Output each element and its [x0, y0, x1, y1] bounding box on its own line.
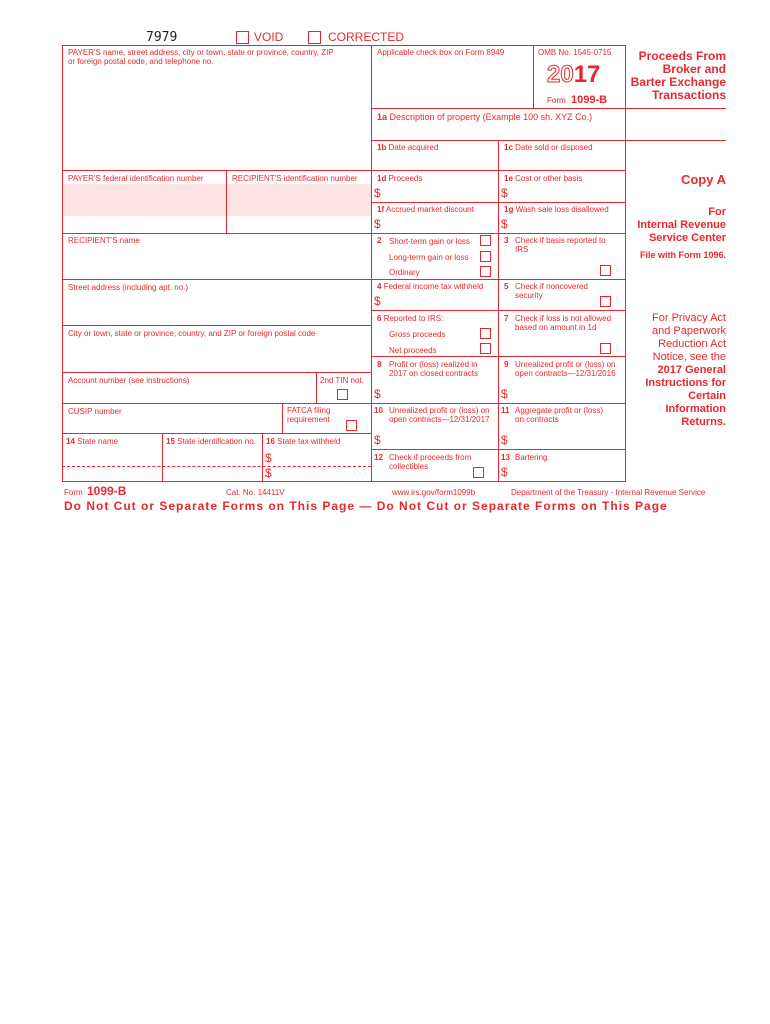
box2-num: 2 — [377, 236, 382, 245]
box3-label: Check if basis reported to IRS — [515, 236, 606, 254]
form-title: Proceeds From Broker and Barter Exchange Transactions — [630, 49, 726, 102]
box11-num: 11 — [501, 406, 510, 415]
box2-long-checkbox[interactable] — [480, 251, 491, 262]
footer-cat-number: Cat. No. 14411V — [226, 488, 285, 497]
box1d-label: 1d Proceeds — [377, 174, 423, 183]
second-tin-label: 2nd TIN not. — [320, 376, 364, 385]
box5-num: 5 — [504, 282, 509, 291]
corrected-label: CORRECTED — [328, 30, 405, 44]
box5-checkbox[interactable] — [600, 296, 611, 307]
street-address-label: Street address (including apt. no.) — [68, 283, 189, 292]
form-code: 7979 — [146, 30, 178, 45]
box13-dollar: $ — [501, 465, 508, 479]
box5-label: Check if noncovered security — [515, 282, 588, 300]
box12-checkbox[interactable] — [473, 467, 484, 478]
form-id-name: 1099-B — [571, 94, 608, 106]
box1d-dollar: $ — [374, 186, 381, 200]
void-checkbox[interactable] — [236, 31, 249, 44]
box8-label: Profit or (loss) realized in 2017 on closed contracts — [389, 360, 478, 378]
box1c-label: 1c Date sold or disposed — [504, 143, 593, 152]
void-label: VOID — [254, 30, 284, 44]
footer-department: Department of the Treasury - Internal Revenue Service — [511, 488, 706, 497]
cusip-label: CUSIP number — [68, 407, 122, 416]
box8-dollar: $ — [374, 387, 381, 401]
box7-checkbox[interactable] — [600, 343, 611, 354]
box6-label: 6 Reported to IRS: — [377, 314, 444, 323]
box1b-label: 1b Date acquired — [377, 143, 439, 152]
footer-warning: Do Not Cut or Separate Forms on This Page — Do Not Cut or Separate Forms on This Page — [64, 499, 668, 513]
box3-checkbox[interactable] — [600, 265, 611, 276]
box7-num: 7 — [504, 314, 509, 323]
footer-form-prefix: Form — [64, 488, 83, 497]
general-instructions-label: 2017 General Instructions for Certain Information Returns. — [645, 364, 726, 428]
box1e-label: 1e Cost or other basis — [504, 174, 583, 183]
box8-num: 8 — [377, 360, 382, 369]
box16-dollar-1: $ — [265, 451, 272, 465]
box11-dollar: $ — [501, 433, 508, 447]
fatca-label: FATCA filing requirement — [287, 406, 331, 424]
box1g-dollar: $ — [501, 217, 508, 231]
fatca-checkbox[interactable] — [346, 420, 357, 431]
recipient-name-label: RECIPIENT'S name — [68, 236, 140, 245]
omb-number: OMB No. 1545-0715 — [538, 48, 612, 57]
box2-ordinary-label: Ordinary — [389, 268, 420, 277]
box16-label: 16 State tax withheld — [266, 437, 341, 446]
footer-url: www.irs.gov/form1099b — [392, 488, 476, 497]
box9-dollar: $ — [501, 387, 508, 401]
footer-form-name: 1099-B — [87, 484, 127, 498]
box6-gross-label: Gross proceeds — [389, 330, 446, 339]
recipient-id-label: RECIPIENT'S identification number — [232, 174, 358, 183]
box12-label: Check if proceeds from collectibles — [389, 453, 472, 471]
box1g-label: 1g Wash sale loss disallowed — [504, 205, 609, 214]
box6-net-label: Net proceeds — [389, 346, 437, 355]
box2-ordinary-checkbox[interactable] — [480, 266, 491, 277]
box10-num: 10 — [374, 406, 383, 415]
box11-label: Aggregate profit or (loss) on contracts — [515, 406, 604, 424]
box4-dollar: $ — [374, 294, 381, 308]
box12-num: 12 — [374, 453, 383, 462]
box6-net-checkbox[interactable] — [480, 343, 491, 354]
box13-num: 13 — [501, 453, 510, 462]
account-number-label: Account number (see instructions) — [68, 376, 190, 385]
box14-label: 14 State name — [66, 437, 119, 446]
file-with-label: File with Form 1096. — [639, 250, 726, 260]
box6-gross-checkbox[interactable] — [480, 328, 491, 339]
payer-id-shade — [63, 184, 226, 216]
box7-label: Check if loss is not allowed based on amount in 1d — [515, 314, 612, 332]
tax-year: 2017 — [547, 61, 601, 88]
box3-num: 3 — [504, 236, 509, 245]
city-label: City or town, state or province, country, and ZIP or foreign postal code — [68, 329, 316, 338]
box1a-label: 1a Description of property (Example 100 sh. XYZ Co.) — [377, 112, 593, 122]
box2-short-label: Short-term gain or loss — [389, 237, 470, 246]
box10-dollar: $ — [374, 433, 381, 447]
corrected-checkbox[interactable] — [308, 31, 321, 44]
applicable-checkbox-label: Applicable check box on Form 8949 — [377, 48, 505, 57]
box4-label: 4 Federal income tax withheld — [377, 282, 484, 291]
box10-label: Unrealized profit or (loss) on open contracts—12/31/2017 — [389, 406, 490, 424]
box1f-dollar: $ — [374, 217, 381, 231]
box13-label: Bartering — [515, 453, 548, 462]
form-id-prefix: Form — [547, 96, 566, 105]
box16-dollar-2: $ — [265, 466, 272, 480]
copy-a-label: Copy A — [680, 172, 726, 187]
privacy-act-label: For Privacy Act and Paperwork Reduction Act Notice, see the — [652, 312, 726, 363]
for-irs-label: For Internal Revenue Service Center — [637, 206, 726, 244]
box1e-dollar: $ — [501, 186, 508, 200]
recipient-id-shade — [227, 184, 371, 216]
box9-label: Unrealized profit or (loss) on open contracts—12/31/2016 — [515, 360, 616, 378]
payer-name-label: PAYER'S name, street address, city or town, state or province, country, ZIP or foreign postal code, and telephone no. — [68, 48, 334, 66]
payer-fed-id-label: PAYER'S federal identification number — [68, 174, 204, 183]
box15-label: 15 State identification no. — [166, 437, 256, 446]
box9-num: 9 — [504, 360, 509, 369]
box2-short-checkbox[interactable] — [480, 235, 491, 246]
box2-long-label: Long-term gain or loss — [389, 253, 469, 262]
box1f-label: 1f Accrued market discount — [377, 205, 474, 214]
second-tin-checkbox[interactable] — [337, 389, 348, 400]
